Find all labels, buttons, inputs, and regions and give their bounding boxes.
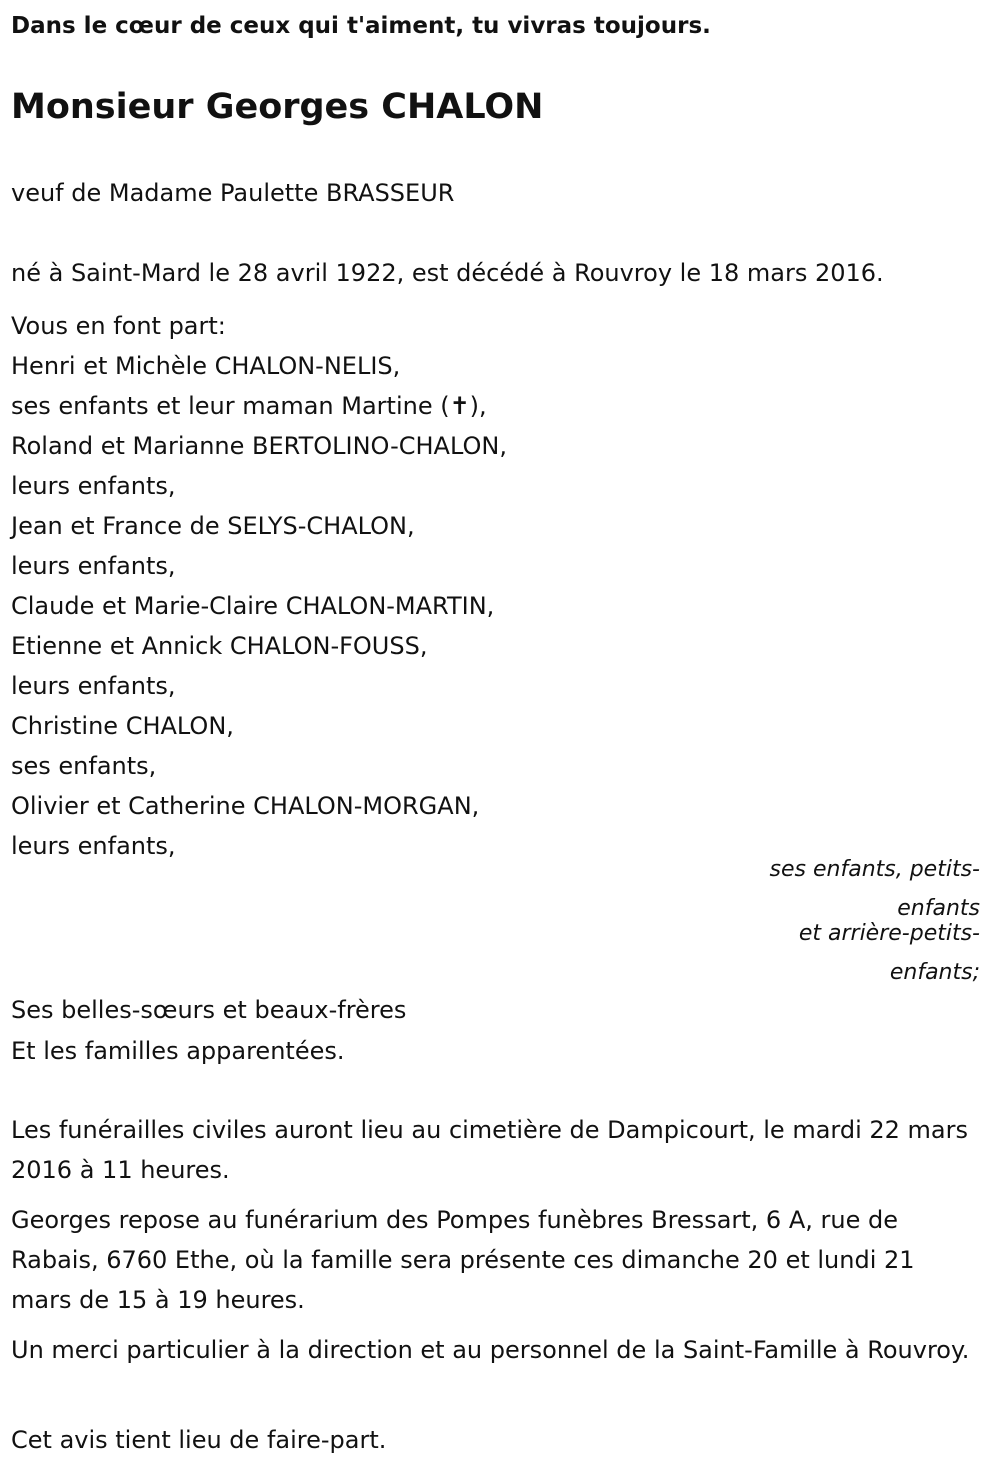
grandchildren-line-1: ses enfants, petits-enfants	[769, 857, 980, 921]
inlaws-block	[11, 990, 406, 1072]
epigraph: Dans le cœur de ceux qui t'aiment, tu vivras toujours.	[11, 13, 711, 39]
deceased-name: Monsieur Georges CHALON	[11, 87, 544, 127]
family-line: leurs enfants,	[11, 672, 176, 700]
inlaws-line-2: Et les familles apparentées.	[11, 1037, 345, 1065]
family-line: ses enfants,	[11, 752, 157, 780]
repose-paragraph: Georges repose au funérarium des Pompes funèbres Bressart, 6 A, rue de Rabais, 6760 Ethe, où la famille sera présente ces dimanche 20 et lundi 21 mars de 15 à 19 heures.	[11, 1206, 915, 1314]
family-line: Olivier et Catherine CHALON-MORGAN,	[11, 792, 480, 820]
family-line: Roland et Marianne BERTOLINO-CHALON,	[11, 432, 507, 460]
family-line: leurs enfants,	[11, 472, 176, 500]
family-intro: Vous en font part:	[11, 312, 226, 340]
family-line: Henri et Michèle CHALON-NELIS,	[11, 352, 401, 380]
inlaws-line-1: Ses belles-sœurs et beaux-frères	[11, 996, 407, 1024]
funeral-paragraph: Les funérailles civiles auront lieu au cimetière de Dampicourt, le mardi 22 mars 2016 à 11 heures.	[11, 1116, 968, 1184]
family-line: Claude et Marie-Claire CHALON-MARTIN,	[11, 592, 495, 620]
notice-paragraph: Cet avis tient lieu de faire-part.	[11, 1426, 387, 1454]
family-line: ses enfants et leur maman Martine (✝),	[11, 392, 487, 420]
family-line: Etienne et Annick CHALON-FOUSS,	[11, 632, 428, 660]
grandchildren-line-2: et arrière-petits-enfants;	[798, 921, 980, 985]
widower-of: veuf de Madame Paulette BRASSEUR	[11, 179, 455, 207]
family-line: leurs enfants,	[11, 552, 176, 580]
family-list	[11, 306, 507, 866]
grandchildren-note	[720, 850, 980, 992]
family-line: Jean et France de SELYS-CHALON,	[11, 512, 415, 540]
family-line: Christine CHALON,	[11, 712, 234, 740]
birth-death-line: né à Saint-Mard le 28 avril 1922, est décédé à Rouvroy le 18 mars 2016.	[11, 259, 884, 287]
thanks-paragraph: Un merci particulier à la direction et au personnel de la Saint-Famille à Rouvroy.	[11, 1336, 970, 1364]
family-line: leurs enfants,	[11, 832, 176, 860]
